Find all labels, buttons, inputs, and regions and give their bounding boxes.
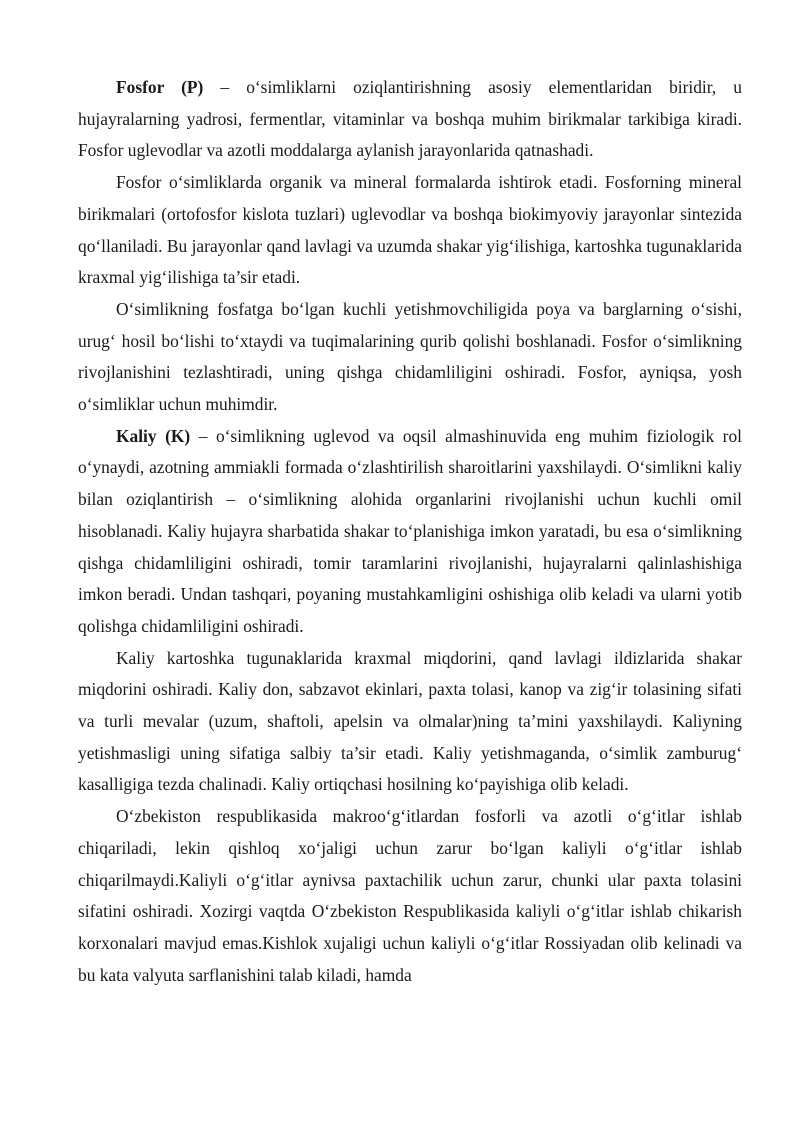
paragraph-fosfor-deficiency (78, 294, 742, 421)
term-fosfor: Fosfor (P) (116, 77, 204, 97)
paragraph-kaliy-effects (78, 643, 742, 802)
term-kaliy: Kaliy (K) (116, 425, 191, 446)
paragraph-text: O‘simlikning fosfatga bo‘lgan kuchli yetishmovchiligida poya va barglarning o‘sishi, urug‘ hosil bo‘lishi to‘xtaydi va tuqimalarining qurib qolishi boshlanadi. Fosfor o‘simlikning rivojlanishini tezlashtiradi, uning qishga chidamliligini oshiradi. Fosfor, ayniqsa, yosh o‘simliklar uchun muhimdir. (78, 298, 742, 415)
document-page (78, 72, 742, 991)
paragraph-text: Kaliy kartoshka tugunaklarida kraxmal miqdorini, qand lavlagi ildizlarida shakar miqdorini oshiradi. Kaliy don, sabzavot ekinlari, paxta tolasi, kanop va zig‘ir tolasining sifati va turli mevalar (uzum, shaftoli, apelsin va olmalar)ning ta’mini yaxshilaydi. Kaliyning yetishmasligi uning sifatiga salbiy ta’sir etadi. Kaliy yetishmaganda, o‘simlik zamburug‘ kasalligiga tezda chalinadi. Kaliy ortiqchasi hosilning ko‘payishiga olib keladi. (78, 647, 742, 795)
paragraph-fosfor-intro (78, 72, 742, 167)
paragraph-text: – o‘simliklarni oziqlantirishning asosiy elementlaridan biridir, u hujayralarning yadrosi, fermentlar, vitaminlar va boshqa muhim birikmalar tarkibiga kiradi. Fosfor uglevodlar va azotli moddalarga aylanish jarayonlarida qatnashadi. (78, 77, 742, 161)
paragraph-fosfor-forms (78, 167, 742, 294)
paragraph-text: – o‘simlikning uglevod va oqsil almashinuvida eng muhim fiziologik rol o‘ynaydi, azotning ammiakli formada o‘zlashtirilish sharoitlarini yaxshilaydi. O‘simlikni kaliy bilan oziqlantirish – o‘simlikning alohida organlarini rivojlanishi uchun kuchli omil hisoblanadi. Kaliy hujayra sharbatida shakar to‘planishiga imkon yaratadi, bu esa o‘simlikning qishga chidamliligini oshiradi, tomir taramlarini rivojlanishi, hujayralarni qalinlashishiga imkon beradi. Undan tashqari, poyaning mustahkamligini oshishiga olib keladi va ularni yotib qolishga chidamliligini oshiradi. (78, 425, 742, 636)
paragraph-text: O‘zbekiston respublikasida makroo‘g‘itlardan fosforli va azotli o‘g‘itlar ishlab chiqariladi, lekin qishloq xo‘jaligi uchun zarur bo‘lgan kaliyli o‘g‘itlar ishlab chiqarilmaydi.Kaliyli o‘g‘itlar aynivsa paxtachilik uchun zarur, chunki ular paxta tolasini sifatini oshiradi. Xozirgi vaqtda O‘zbekiston Respublikasida kaliyli o‘g‘itlar ishlab chikarish korxonalari mavjud emas.Kishlok xujaligi uchun kaliyli o‘g‘itlar Rossiyadan olib kelinadi va bu kata valyuta sarflanishini talab kiladi, hamda (78, 806, 742, 985)
paragraph-kaliy-intro (78, 421, 742, 643)
paragraph-text: Fosfor o‘simliklarda organik va mineral formalarda ishtirok etadi. Fosforning mineral birikmalari (ortofosfor kislota tuzlari) uglevodlar va boshqa biokimyoviy jarayonlar sintezida qo‘llaniladi. Bu jarayonlar qand lavlagi va uzumda shakar yig‘ilishiga, kartoshka tugunaklarida kraxmal yig‘ilishiga ta’sir etadi. (78, 172, 742, 288)
paragraph-uzbekistan-fertilizers (78, 801, 742, 991)
